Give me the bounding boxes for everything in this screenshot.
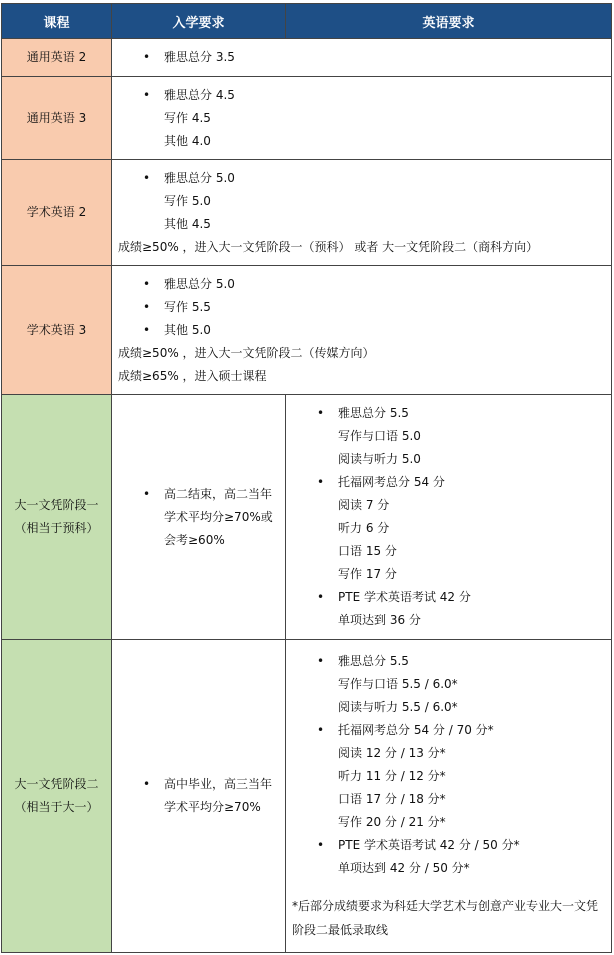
requirement-sub-item: 听力 6 分 [338, 521, 390, 535]
requirement-bullet: • PTE 学术英语考试 42 分 [292, 586, 607, 609]
course-name-line: 大一文凭阶段一 [14, 498, 99, 512]
entry-requirement-line: 会考≥60% [164, 532, 225, 547]
requirement-bullet: • 雅思总分 5.5 [292, 650, 607, 673]
table-row [2, 77, 612, 160]
course-name-subtitle: （相当于预科） [14, 521, 99, 535]
course-name-line: 通用英语 2 [26, 50, 87, 64]
course-name [2, 640, 112, 953]
header-english-requirement: 英语要求 [286, 4, 612, 39]
table-row [2, 160, 612, 266]
entry-requirement-cell [112, 640, 286, 953]
entry-requirement-cell [112, 395, 286, 640]
requirement-sub-item: 口语 17 分 / 18 分* [338, 792, 446, 806]
course-name-line: 学术英语 2 [26, 205, 87, 219]
course-name [2, 395, 112, 640]
header-entry-requirement: 入学要求 [112, 4, 286, 39]
requirement-sub-item: 写作 17 分 [338, 567, 397, 581]
progression-note: 成绩≥50% ，进入大一文凭阶段一（预科） 或者 大一文凭阶段二（商科方向） [118, 239, 539, 254]
requirement-sub-item: 写作与口语 5.0 [338, 429, 421, 443]
course-name-subtitle: （相当于大一） [14, 800, 99, 814]
table-row [2, 39, 612, 77]
requirement-sub-item: 阅读与听力 5.5 / 6.0* [338, 700, 458, 714]
course-name [2, 160, 112, 266]
entry-requirement-line: 学术平均分≥70%或 [164, 509, 273, 524]
requirement-sub-item: 写作 5.0 [164, 193, 211, 208]
course-name-line: 学术英语 3 [26, 322, 87, 337]
english-requirement-cell [286, 640, 612, 953]
requirement-bullet: • 托福网考总分 54 分 [292, 471, 607, 494]
course-name [2, 39, 112, 77]
requirement-sub-item: 口语 15 分 [338, 544, 397, 558]
requirement-sub-item: 其他 4.0 [164, 133, 211, 148]
requirement-bullet: • 雅思总分 5.0 [118, 273, 607, 296]
requirement-sub-item: 单项达到 36 分 [338, 613, 421, 627]
requirement-bullet: • 雅思总分 3.5 [118, 46, 607, 69]
course-name-line: 大一文凭阶段二 [14, 777, 99, 791]
course-name [2, 77, 112, 160]
course-name [2, 266, 112, 395]
table-row [2, 266, 612, 395]
requirement-bullet: • 雅思总分 5.0 [118, 167, 607, 190]
requirement-sub-item: 写作 20 分 / 21 分* [338, 815, 446, 829]
requirement-sub-item: 阅读 7 分 [338, 498, 390, 512]
requirement-bullet: • 其他 5.0 [118, 319, 607, 342]
english-requirement-cell [112, 266, 612, 395]
requirement-bullet: • 雅思总分 4.5 [118, 84, 607, 107]
requirement-bullet: • 雅思总分 5.5 [292, 402, 607, 425]
header-course: 课程 [2, 4, 112, 39]
requirement-bullet: • PTE 学术英语考试 42 分 / 50 分* [292, 834, 607, 857]
requirement-sub-item: 阅读与听力 5.0 [338, 452, 421, 466]
requirement-sub-item: 阅读 12 分 / 13 分* [338, 746, 446, 760]
course-name-line: 通用英语 3 [26, 110, 87, 125]
english-requirement-cell [112, 160, 612, 266]
english-requirement-cell [112, 77, 612, 160]
footnote: *后部分成绩要求为科廷大学艺术与创意产业专业大一文凭阶段二最低录取线 [292, 899, 599, 937]
english-requirement-cell [286, 395, 612, 640]
requirement-sub-item: 写作 4.5 [164, 110, 211, 125]
requirements-table [1, 3, 612, 953]
table-row [2, 395, 612, 640]
requirement-bullet: • 写作 5.5 [118, 296, 607, 319]
requirement-sub-item: 单项达到 42 分 / 50 分* [338, 861, 470, 875]
requirement-sub-item: 写作与口语 5.5 / 6.0* [338, 677, 458, 691]
requirement-sub-item: 其他 4.5 [164, 216, 211, 231]
entry-requirement-line: • 高中毕业，高三当年 [118, 773, 281, 796]
progression-note: 成绩≥50% ，进入大一文凭阶段二（传媒方向） [118, 345, 375, 360]
table-header-row [2, 4, 612, 39]
progression-note: 成绩≥65% ，进入硕士课程 [118, 368, 267, 383]
requirement-bullet: • 托福网考总分 54 分 / 70 分* [292, 719, 607, 742]
entry-requirement-line: 学术平均分≥70% [164, 800, 261, 814]
entry-requirement-line: • 高二结束，高二当年 [118, 483, 281, 506]
english-requirement-cell [112, 39, 612, 77]
requirement-sub-item: 听力 11 分 / 12 分* [338, 769, 446, 783]
table-row [2, 640, 612, 953]
